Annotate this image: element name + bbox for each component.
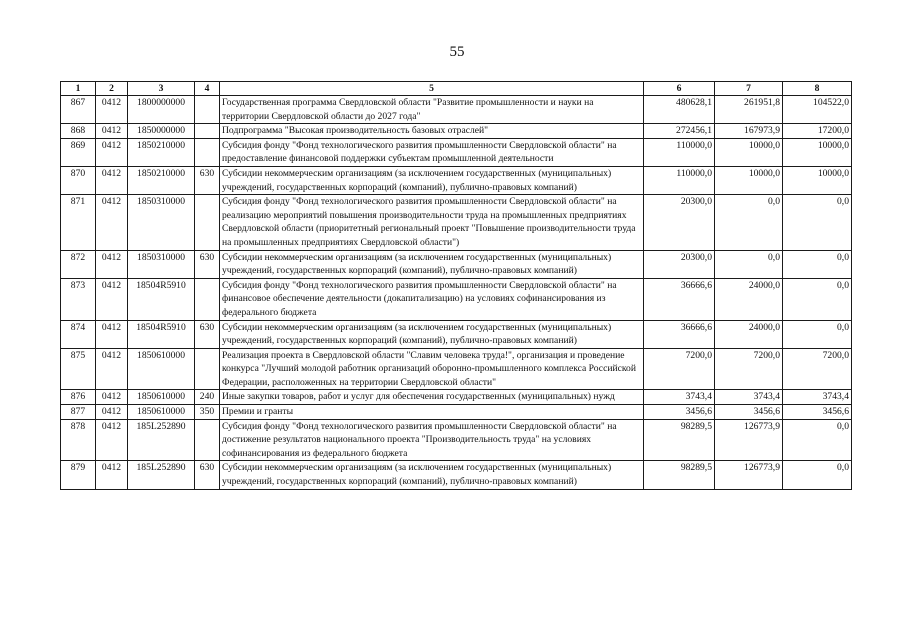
amount-col6: 3456,6: [644, 405, 715, 420]
table-row: [61, 419, 852, 461]
column-header: 1: [61, 82, 96, 96]
item-name: Субсидии некоммерческим организациям (за исключением государственных (муниципальных) учреждений, государственных корпораций (компаний), публично-правовых компаний): [220, 166, 644, 194]
expense-type: 630: [195, 461, 220, 489]
table-row: [61, 195, 852, 250]
amount-col7: 10000,0: [715, 138, 783, 166]
row-number: 877: [61, 405, 96, 420]
item-name: Иные закупки товаров, работ и услуг для обеспечения государственных (муниципальных) нужд: [220, 390, 644, 405]
expense-type: 630: [195, 250, 220, 278]
amount-col7: 126773,9: [715, 419, 783, 461]
item-name: Государственная программа Свердловской области "Развитие промышленности и науки на территории Свердловской области до 2027 года": [220, 96, 644, 124]
expense-type: 630: [195, 166, 220, 194]
target-code: 185L252890: [128, 419, 195, 461]
row-number: 873: [61, 278, 96, 320]
item-name: Субсидия фонду "Фонд технологического развития промышленности Свердловской области" на предоставление финансовой поддержки субъектам промышленной деятельности: [220, 138, 644, 166]
row-number: 868: [61, 124, 96, 139]
amount-col7: 0,0: [715, 250, 783, 278]
table-row: [61, 250, 852, 278]
amount-col8: 7200,0: [783, 348, 852, 390]
column-header: 6: [644, 82, 715, 96]
target-code: 1850000000: [128, 124, 195, 139]
target-code: 1850210000: [128, 138, 195, 166]
target-code: 1850210000: [128, 166, 195, 194]
row-number: 874: [61, 320, 96, 348]
amount-col8: 0,0: [783, 461, 852, 489]
target-code: 185L252890: [128, 461, 195, 489]
item-name: Подпрограмма "Высокая производительность базовых отраслей": [220, 124, 644, 139]
row-number: 872: [61, 250, 96, 278]
section-code: 0412: [96, 348, 128, 390]
amount-col6: 110000,0: [644, 166, 715, 194]
expense-type: [195, 278, 220, 320]
table-row: [61, 124, 852, 139]
section-code: 0412: [96, 405, 128, 420]
section-code: 0412: [96, 250, 128, 278]
amount-col7: 3743,4: [715, 390, 783, 405]
table-row: [61, 96, 852, 124]
table-row: [61, 278, 852, 320]
expense-type: [195, 419, 220, 461]
expense-type: [195, 348, 220, 390]
column-header: 5: [220, 82, 644, 96]
amount-col6: 7200,0: [644, 348, 715, 390]
item-name: Субсидии некоммерческим организациям (за исключением государственных (муниципальных) учреждений, государственных корпораций (компаний), публично-правовых компаний): [220, 320, 644, 348]
target-code: 1850610000: [128, 390, 195, 405]
amount-col8: 3743,4: [783, 390, 852, 405]
column-header: 3: [128, 82, 195, 96]
column-header: 8: [783, 82, 852, 96]
section-code: 0412: [96, 138, 128, 166]
table-row: [61, 461, 852, 489]
row-number: 867: [61, 96, 96, 124]
amount-col8: 0,0: [783, 250, 852, 278]
amount-col7: 126773,9: [715, 461, 783, 489]
row-number: 879: [61, 461, 96, 489]
amount-col6: 36666,6: [644, 320, 715, 348]
table-row: [61, 166, 852, 194]
expense-type: [195, 138, 220, 166]
column-header: 7: [715, 82, 783, 96]
target-code: 1850310000: [128, 250, 195, 278]
column-header: 2: [96, 82, 128, 96]
table-row: [61, 405, 852, 420]
item-name: Субсидия фонду "Фонд технологического развития промышленности Свердловской области" на финансовое обеспечение деятельности (докапитализацию) на условиях софинансирования из федерального бюджета: [220, 278, 644, 320]
expense-type: [195, 96, 220, 124]
section-code: 0412: [96, 390, 128, 405]
row-number: 878: [61, 419, 96, 461]
amount-col6: 20300,0: [644, 250, 715, 278]
amount-col8: 17200,0: [783, 124, 852, 139]
amount-col8: 0,0: [783, 419, 852, 461]
page-number: 55: [449, 44, 465, 60]
amount-col6: 98289,5: [644, 461, 715, 489]
item-name: Субсидия фонду "Фонд технологического развития промышленности Свердловской области" на реализацию мероприятий повышения производительности труда на промышленных предприятиях Свердловской области (приоритетный региональный проект "Повышение производительности труда на промышленных предприятиях Свердловской области"): [220, 195, 644, 250]
table-row: [61, 348, 852, 390]
column-header: 4: [195, 82, 220, 96]
amount-col8: 0,0: [783, 195, 852, 250]
amount-col6: 36666,6: [644, 278, 715, 320]
table-row: [61, 138, 852, 166]
target-code: 1800000000: [128, 96, 195, 124]
amount-col7: 24000,0: [715, 320, 783, 348]
table-row: [61, 390, 852, 405]
row-number: 875: [61, 348, 96, 390]
amount-col7: 7200,0: [715, 348, 783, 390]
section-code: 0412: [96, 278, 128, 320]
amount-col7: 0,0: [715, 195, 783, 250]
amount-col6: 272456,1: [644, 124, 715, 139]
amount-col6: 3743,4: [644, 390, 715, 405]
amount-col8: 3456,6: [783, 405, 852, 420]
section-code: 0412: [96, 166, 128, 194]
section-code: 0412: [96, 96, 128, 124]
amount-col7: 3456,6: [715, 405, 783, 420]
section-code: 0412: [96, 419, 128, 461]
amount-col7: 167973,9: [715, 124, 783, 139]
section-code: 0412: [96, 461, 128, 489]
expense-type: 350: [195, 405, 220, 420]
amount-col7: 24000,0: [715, 278, 783, 320]
section-code: 0412: [96, 195, 128, 250]
target-code: 18504R5910: [128, 320, 195, 348]
header-row: [61, 82, 852, 96]
item-name: Премии и гранты: [220, 405, 644, 420]
table-row: [61, 320, 852, 348]
section-code: 0412: [96, 320, 128, 348]
target-code: 1850610000: [128, 348, 195, 390]
expense-type: 240: [195, 390, 220, 405]
expense-type: [195, 124, 220, 139]
amount-col8: 104522,0: [783, 96, 852, 124]
amount-col6: 110000,0: [644, 138, 715, 166]
row-number: 876: [61, 390, 96, 405]
row-number: 869: [61, 138, 96, 166]
amount-col8: 0,0: [783, 278, 852, 320]
amount-col7: 10000,0: [715, 166, 783, 194]
item-name: Субсидии некоммерческим организациям (за исключением государственных (муниципальных) учреждений, государственных корпораций (компаний), публично-правовых компаний): [220, 461, 644, 489]
row-number: 870: [61, 166, 96, 194]
expense-type: [195, 195, 220, 250]
target-code: 18504R5910: [128, 278, 195, 320]
amount-col6: 20300,0: [644, 195, 715, 250]
section-code: 0412: [96, 124, 128, 139]
amount-col8: 10000,0: [783, 166, 852, 194]
row-number: 871: [61, 195, 96, 250]
budget-table: [60, 81, 852, 490]
target-code: 1850310000: [128, 195, 195, 250]
item-name: Субсидии некоммерческим организациям (за исключением государственных (муниципальных) учреждений, государственных корпораций (компаний), публично-правовых компаний): [220, 250, 644, 278]
amount-col8: 10000,0: [783, 138, 852, 166]
amount-col6: 98289,5: [644, 419, 715, 461]
target-code: 1850610000: [128, 405, 195, 420]
amount-col8: 0,0: [783, 320, 852, 348]
item-name: Реализация проекта в Свердловской области "Славим человека труда!", организация и проведение конкурса "Лучший молодой работник организаций оборонно-промышленного комплекса Российской Федерации, расположенных на территории Свердловской области": [220, 348, 644, 390]
item-name: Субсидия фонду "Фонд технологического развития промышленности Свердловской области" на достижение результатов национального проекта "Производительность труда" на условиях софинансирования из федерального бюджета: [220, 419, 644, 461]
amount-col6: 480628,1: [644, 96, 715, 124]
expense-type: 630: [195, 320, 220, 348]
amount-col7: 261951,8: [715, 96, 783, 124]
